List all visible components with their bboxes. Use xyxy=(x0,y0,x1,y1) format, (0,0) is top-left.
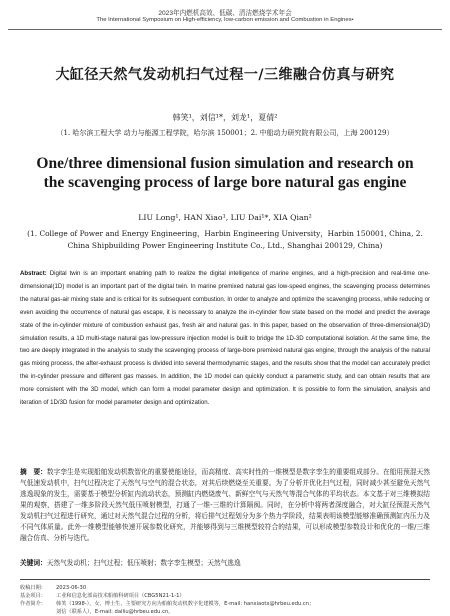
contact-author-row: 刘信（联系人），E-mail: dailiu@hrbeu.edu.cn。 xyxy=(56,609,174,615)
chinese-abstract xyxy=(20,467,430,544)
fund-text: 工业和信息化部高技术船舶科研项目（CBG5N21-1-1） xyxy=(56,593,185,599)
keywords xyxy=(20,557,430,567)
keywords-label: 关键词： xyxy=(20,559,47,567)
running-header-en: The International Symposium on High-efficiency, low-carbon emission and Combustion in Engines• xyxy=(96,17,354,23)
abstract-text: Digital twin is an important enabling path to realize the digital intelligence of marine engines, and a high-precision and real-time one-dimensional(1D) model is an important part of the digital twin. In marine premixed natural gas low-speed engines, the scavenging process determines the natural gas-air mixing state and is critical for its subsequent combustion. In order to analyze and optimize the scavenging process, while reducing or even avoiding the occurrence of natural gas escape, it is necessary to analyze the in-cylinder flow state based on the model and predict the average state of the in-cylinder mixture of combustion exhaust gas, fresh air and natural gas. In this paper, based on the observation of three-dimensional(3D) simulation results, a 1D multi-stage natural gas low-pressure injection model is built to bridge the 1D-3D computational isolation. At the same time, the two are deeply integrated in the analysis to study the scavenging process of large-bore premixed natural gas engine, through the analysis of the natural gas mixing process, the after-exhaust process is divided into several thermodynamic stages, and the results show that the model can accurately predict the in-cylinder pressure and different gas masses. In addition, the 1D model can quickly conduct a parametric study, and can obtain results that are more consistent with the 3D model, which can form a model parameter design and optimization. It is possible to form the simulation, analysis and iteration of 1D/3D fusion for model parameter design and optimization. xyxy=(20,270,430,407)
running-header-cn: 2023年内燃机高效、低碳、清洁燃烧学术年会 xyxy=(158,10,292,17)
keywords-text: 天然气发动机；扫气过程；低压喷射；数字孪生模型；天然气逃逸 xyxy=(46,559,241,567)
header-divider xyxy=(8,29,442,30)
received-label: 收稿日期： xyxy=(20,585,46,591)
author-bio: 韩笑（1998-），女，博士生，主要研究方向为船舶发动机数字化建模等，E-mail: hanxiaotx@hrbeu.edu.cn； xyxy=(56,601,315,607)
chinese-abstract-label: 摘 要： xyxy=(20,468,47,476)
chinese-title: 大缸径天然气发动机扫气过程一/三维融合仿真与研究 xyxy=(55,67,395,83)
footnotes xyxy=(20,584,430,616)
english-affiliation: (1. College of Power and Energy Engineering，Harbin Engineering University，Harbin 150001, China, 2. China Shipbuilding Power Engineering Institute Co., Ltd., Shanghai 200129, China) xyxy=(27,229,423,250)
fund-row xyxy=(20,592,430,600)
chinese-abstract-text: 数字孪生是实现船舶发动机数智化的重要使能途径，而高精度、高实时性的一维模型是数字孪生的重要组成部分。在船用预混天然气低速发动机中，扫气过程决定了天然气与空气的混合状态，对其后续燃烧至关重要。为了分析并优化扫气过程，同时减少甚至避免天然气逃逸现象的发生，需要基于模型分析缸内流动状态，预测缸内燃烧废气、新鲜空气与天然气等混合气体的平均状态。本文基于对三维模拟结果的观察，搭建了一维多阶段天然气低压喷射模型，打通了一维-三维的计算隔阂。同时，在分析中将两者深度融合，对大缸径预混天然气发动机扫气过程进行研究，通过对天然气混合过程的分析，将后排气过程划分为多个热力学阶段，结果表明该模型能够准确预测缸内压力及不同气体质量。此外一维模型能够快速开展参数化研究，并能够得到与三维模型较符合的结果，可以形成模型参数设计和优化的一维/三维融合仿真、分析与迭代。 xyxy=(20,468,430,542)
received-date-row xyxy=(20,584,430,592)
fund-label: 基金项目： xyxy=(20,593,46,599)
chinese-affiliation: （1. 哈尔滨工程大学 动力与能源工程学院，哈尔滨 150001；2. 中船动力研究院有限公司，上海 200129） xyxy=(56,129,394,137)
author-label: 作者简介： xyxy=(20,601,46,607)
english-abstract xyxy=(20,268,430,410)
english-title: One/three dimensional fusion simulation and research on the scavenging process of large bore natural gas engine xyxy=(36,155,414,191)
received-date: 2023-06-30 xyxy=(56,585,87,591)
english-authors: LIU Long¹, HAN Xiao¹, LIU Dai¹*, XIA Qian² xyxy=(138,213,312,222)
chinese-authors: 韩笑¹，刘信¹*，刘龙¹，夏倩² xyxy=(172,113,278,122)
author-row xyxy=(20,600,430,608)
footnote-divider xyxy=(20,579,430,580)
abstract-label: Abstract: xyxy=(20,270,47,277)
